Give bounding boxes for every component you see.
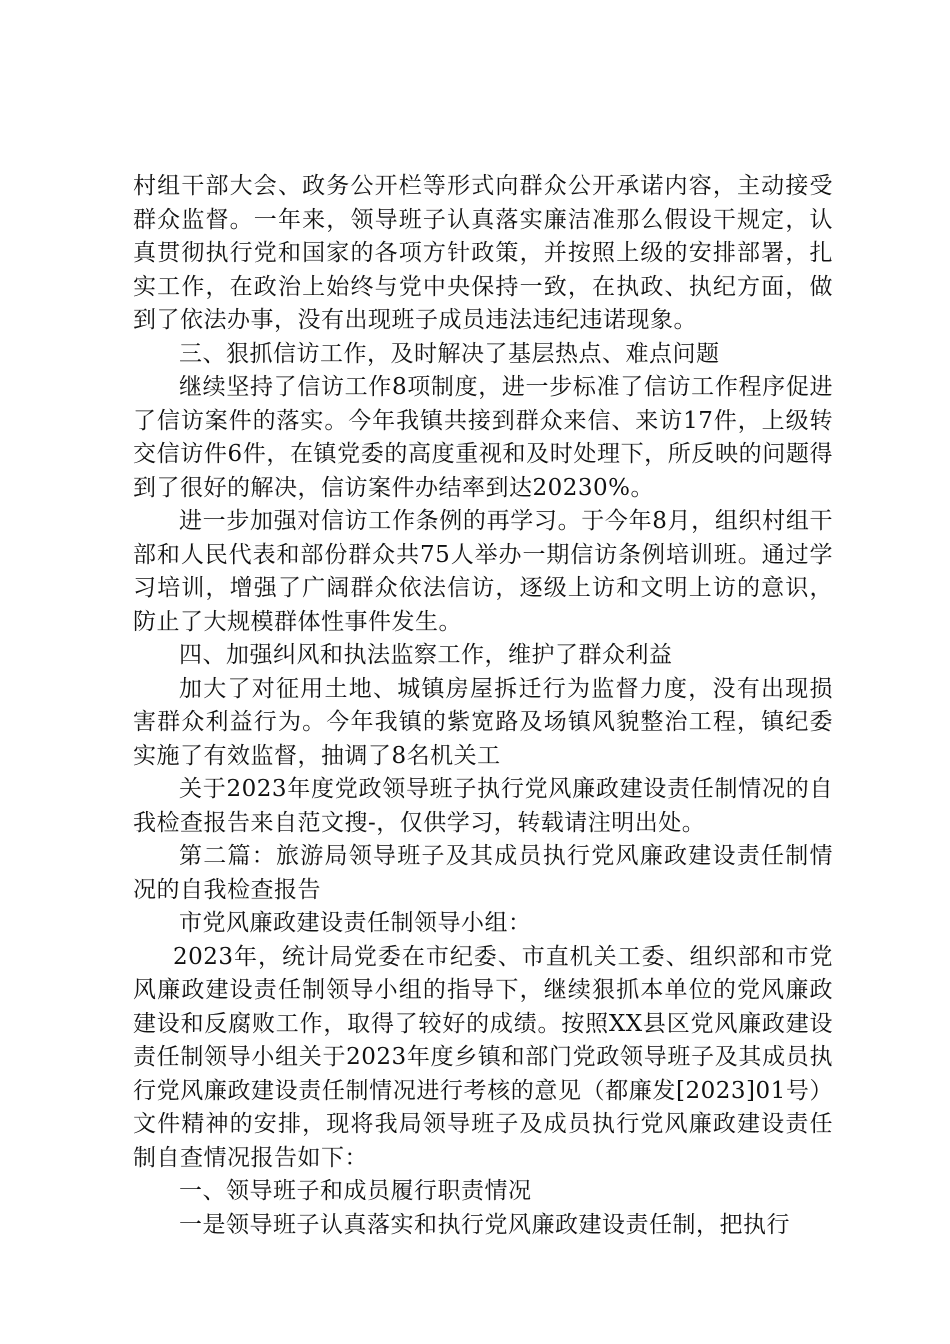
paragraph-addressee: 市党风廉政建设责任制领导小组： (179, 910, 532, 936)
heading-section-four: 四、加强纠风和执法监察工作，维护了群众利益 (179, 642, 673, 668)
heading-section-one: 一、领导班子和成员履行职责情况 (179, 1178, 532, 1204)
paragraph-supervision: 加大了对征用土地、城镇房屋拆迁行为监督力度，没有出现损害群众利益行为。今年我镇的紫宽路及场镇风貌整治工程，镇纪委实施了有效监督，抽调了8名机关工 (133, 675, 833, 769)
paragraph-continued-commitment: 村组干部大会、政务公开栏等形式向群众公开承诺内容，主动接受群众监督。一年来，领导班子认真落实廉洁准那么假设干规定，认真贯彻执行党和国家的各项方针政策，并按照上级的安排部署，扎实工作，在政治上始终与党中央保持一致，在执政、执纪方面，做到了依法办事，没有出现班子成员违法违纪违诺现象。 (133, 173, 833, 333)
heading-section-three: 三、狠抓信访工作，及时解决了基层热点、难点问题 (179, 340, 720, 367)
paragraph-source-note: 关于2023年度党政领导班子执行党风廉政建设责任制情况的自我检查报告来自范文搜-，仅供学习，转载请注明出处。 (133, 776, 833, 836)
paragraph-petition-system: 继续坚持了信访工作8项制度，进一步标准了信访工作程序促进了信访案件的落实。今年我镇共接到群众来信、来访17件，上级转交信访件6件，在镇党委的高度重视和及时处理下，所反映的问题得到了很好的解决，信访案件办结率到达20230%。 (133, 374, 833, 501)
heading-part-two: 第二篇：旅游局领导班子及其成员执行党风廉政建设责任制情况的自我检查报告 (133, 843, 833, 903)
paragraph-duty-performance: 一是领导班子认真落实和执行党风廉政建设责任制，把执行 (179, 1211, 790, 1238)
paragraph-petition-training: 进一步加强对信访工作条例的再学习。于今年8月，组织村组干部和人民代表和部份群众共75人举办一期信访条例培训班。通过学习培训，增强了广阔群众依法信访，逐级上访和文明上访的意识，防止了大规模群体性事件发生。 (133, 508, 833, 635)
paragraph-report-intro: 2023年，统计局党委在市纪委、市直机关工委、组织部和市党风廉政建设责任制领导小组的指导下，继续狠抓本单位的党风廉政建设和反腐败工作，取得了较好的成绩。按照XX县区党风廉政建设责任制领导小组关于2023年度乡镇和部门党政领导班子及其成员执行党风廉政建设责任制情况进行考核的意见（都廉发[2023]01号）文件精神的安排，现将我局领导班子及成员执行党风廉政建设责任制自查情况报告如下： (133, 943, 833, 1171)
document-body (133, 170, 833, 1242)
